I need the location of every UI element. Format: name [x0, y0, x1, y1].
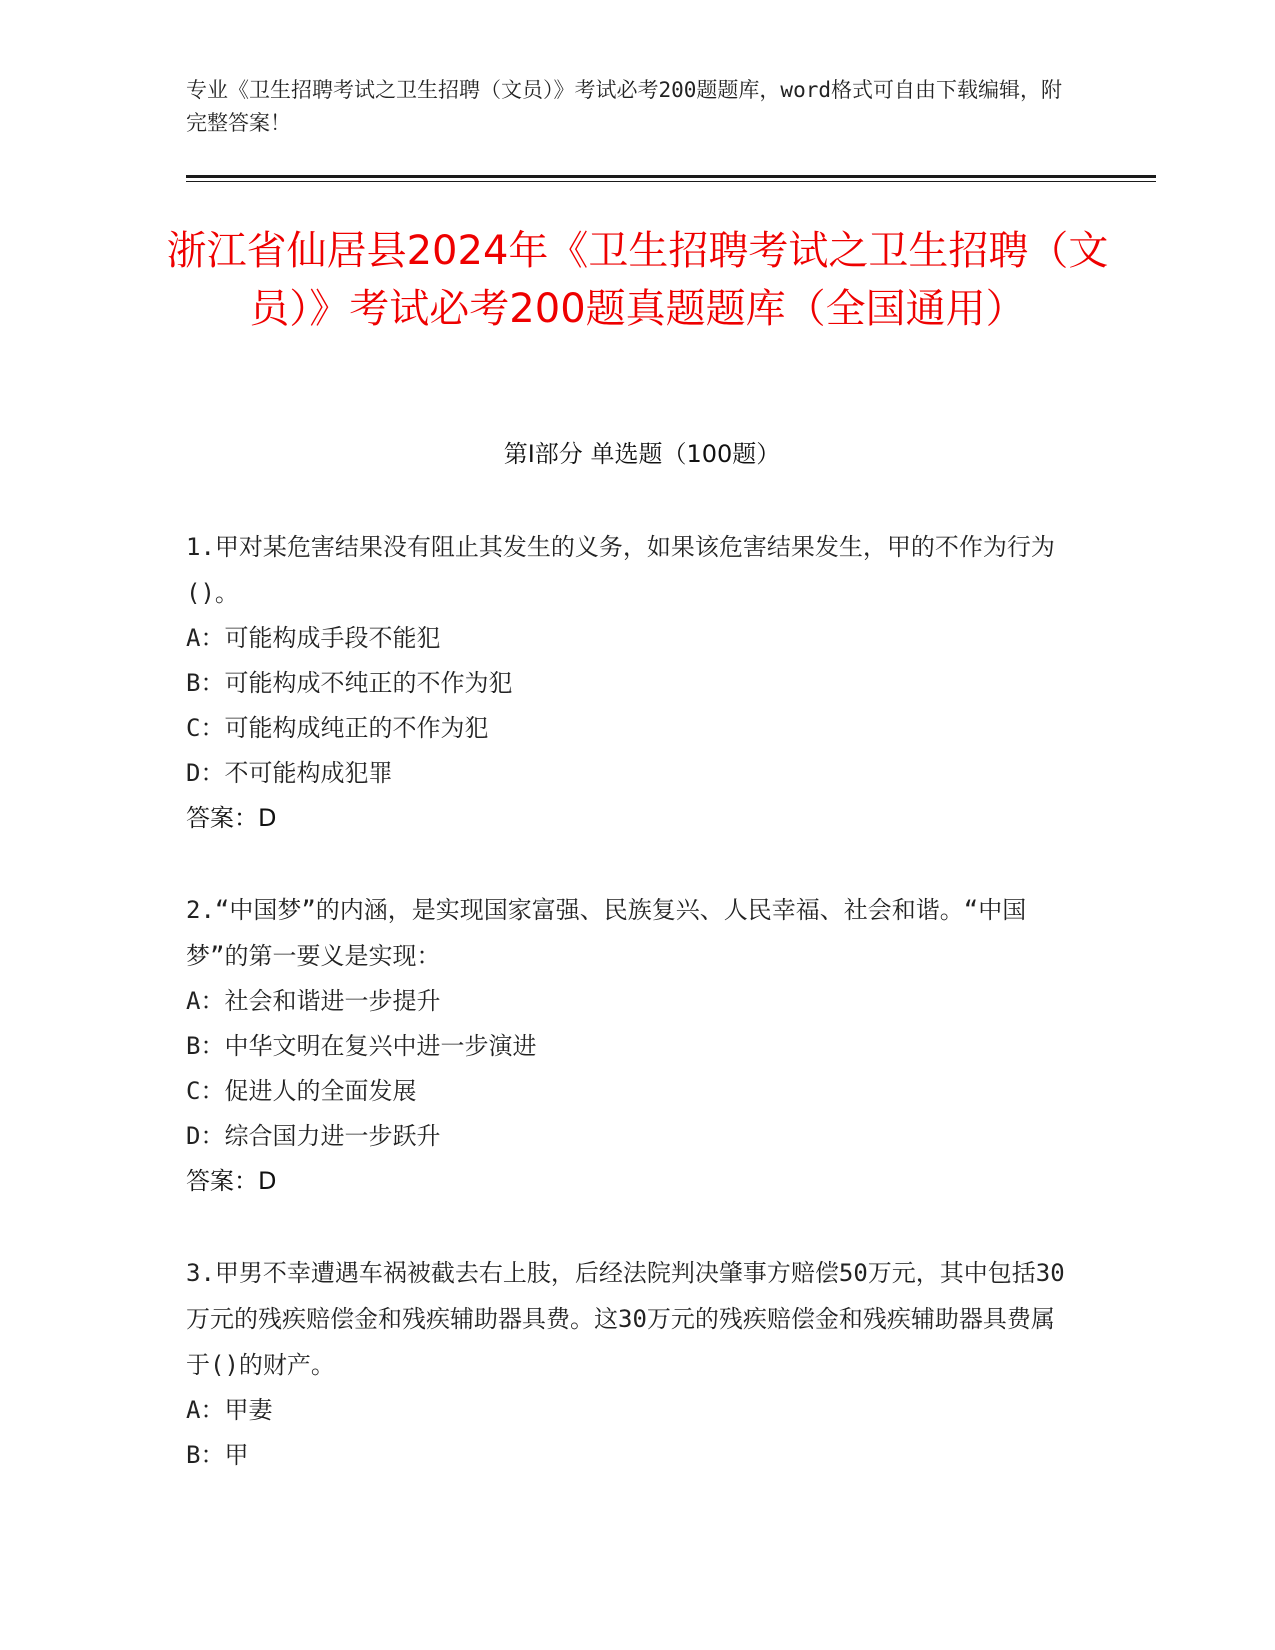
- option-a: A：社会和谐进一步提升: [186, 987, 441, 1015]
- header-note: 专业《卫生招聘考试之卫生招聘（文员）》考试必考200题题库，word格式可自由下载编辑，附完整答案！: [186, 78, 1062, 135]
- option-d: D：综合国力进一步跃升: [186, 1122, 441, 1150]
- option-a: A：甲妻: [186, 1396, 273, 1424]
- question-text: 3.甲男不幸遭遇车祸被截去右上肢，后经法院判决肇事方赔偿50万元，其中包括30万元的残疾赔偿金和残疾辅助器具费。这30万元的残疾赔偿金和残疾辅助器具费属于()的财产。: [186, 1259, 1065, 1379]
- option-d: D：不可能构成犯罪: [186, 759, 393, 787]
- header-divider-thick: [186, 175, 1156, 178]
- option-b: B：中华文明在复兴中进一步演进: [186, 1032, 537, 1060]
- question-block-3: [186, 1250, 1066, 1478]
- header-divider-thin: [186, 181, 1156, 182]
- answer-line: 答案：D: [186, 804, 277, 832]
- option-c: C：可能构成纯正的不作为犯: [186, 714, 489, 742]
- question-text: 1.甲对某危害结果没有阻止其发生的义务，如果该危害结果发生，甲的不作为行为()。: [186, 533, 1055, 607]
- section-heading: 第I部分 单选题（100题）: [503, 440, 781, 468]
- question-block-1: [186, 524, 1066, 841]
- option-a: A：可能构成手段不能犯: [186, 624, 441, 652]
- document-title: 浙江省仙居县2024年《卫生招聘考试之卫生招聘（文员）》考试必考200题真题题库（全国通用）: [166, 228, 1109, 332]
- answer-line: 答案：D: [186, 1167, 277, 1195]
- question-text: 2.“中国梦”的内涵，是实现国家富强、民族复兴、人民幸福、社会和谐。“中国梦”的第一要义是实现：: [186, 896, 1027, 970]
- question-block-2: [186, 887, 1066, 1204]
- option-c: C：促进人的全面发展: [186, 1077, 417, 1105]
- option-b: B：可能构成不纯正的不作为犯: [186, 669, 513, 697]
- option-b: B：甲: [186, 1441, 249, 1469]
